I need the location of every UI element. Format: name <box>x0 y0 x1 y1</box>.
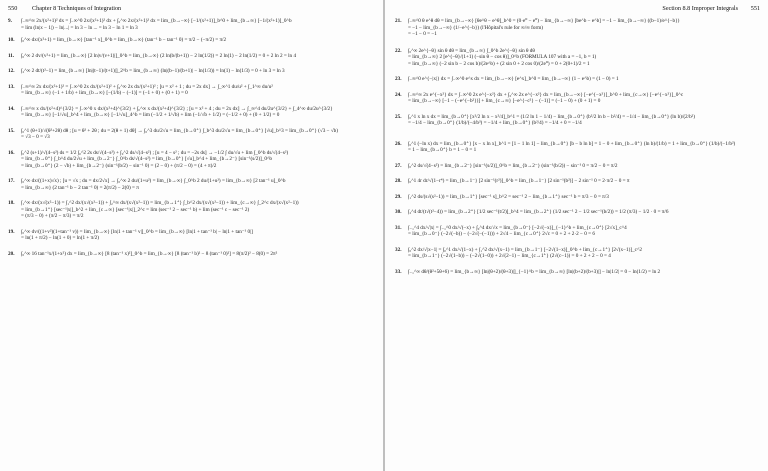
solution-number: 11. <box>8 52 15 59</box>
solution-number: 19. <box>8 228 15 235</box>
solution-item <box>395 48 760 68</box>
solution-number: 32. <box>395 246 402 253</box>
solution-body <box>408 163 760 170</box>
solution-body <box>408 225 760 238</box>
solution-number: 23. <box>395 76 402 82</box>
solution-line: = lim (ln|x − 1|) − ln|...| = ln 3 − ln ... = ln 3 − ln 1 = ln 3 <box>21 24 138 31</box>
solution-item <box>395 18 760 38</box>
solution-body <box>21 150 375 170</box>
solution-line: = lim_{b→1⁺} [sec⁻¹|x|]_b^2 + lim_{c→∞} [sec⁻¹|x|]_2^c = lim (sec⁻¹ 2 − sec⁻¹ b) + lim (sec⁻¹ c − sec⁻¹ 2) <box>21 206 250 213</box>
solution-body <box>21 128 375 141</box>
solution-body <box>21 178 375 191</box>
section-title: Section 8.8 Improper Integrals <box>662 5 738 12</box>
solution-item <box>8 251 375 258</box>
solution-line: ∫₀^∞ 2 dv/(v²+1) = lim_{b→∞} [2 ln|v/(v+1)|]_0^b = lim_{b→∞} (2 ln(b/(b+1)) − 2 ln(1/2)) = 2 ln(1) − 2 ln(1/2) = 0 + 2 ln 2 = ln 4 <box>21 52 297 59</box>
solution-number: 33. <box>395 268 402 275</box>
solution-item <box>8 37 375 44</box>
solution-line: ∫₁^2 ds/(s√(s²−1)) = lim_{b→1⁺} [sec⁻¹ s]_b^2 = sec⁻¹ 2 − lim_{b→1⁺} sec⁻¹ b = π/3 − 0 = π/3 <box>408 193 609 200</box>
solution-body <box>21 18 375 31</box>
solution-line: ∫₀^∞ dx/((1+x)√x) ; [u = √x ; du = dx/2√x] → ∫₀^∞ 2 du/(1+u²) = lim_{b→∞} ∫_0^b 2 du/(1+u²) = lim_{b→∞} [2 tan⁻¹ u]_0^b <box>21 178 286 184</box>
solution-line: ∫₋₁^4 dx/√|x| = ∫₋₁^0 dx/√(−x) + ∫₀^4 dx/√x = lim_{b→0⁻} [−2√(−x)]_{−1}^b + lim_{c→0⁺} [2√x]_c^4 <box>408 224 627 231</box>
solution-body <box>21 251 375 258</box>
solution-body <box>408 178 760 185</box>
solution-item <box>8 84 375 97</box>
solution-item <box>395 114 760 127</box>
solution-line: = ln(1 + π/2) − ln(1 + 0) = ln(1 + π/2) <box>21 235 99 241</box>
solution-body <box>21 106 375 119</box>
solution-line: ∫₀^∞ 16 tan⁻¹x/(1+x²) dx = lim_{b→∞} [8 (tan⁻¹ x)²]_0^b = lim_{b→∞} [8 (tan⁻¹ b)² − 8 (tan⁻¹ 0)²] = 8(π/2)² − 8(0) = 2π² <box>21 250 278 257</box>
solution-line: = lim_{b→∞} (2 tan⁻¹ b − 2 tan⁻¹ 0) = 2(π/2) − 2(0) = π <box>21 184 139 191</box>
solution-body <box>408 114 760 127</box>
chapter-title: Chapter 8 Techniques of Integration <box>32 5 122 12</box>
solution-item <box>395 92 760 105</box>
solution-line: ∫₁^∞ dx/(x√(x²−1)) = ∫₁^2 dx/(x√(x²−1)) + ∫₂^∞ dx/(x√(x²−1)) = lim_{b→1⁺} ∫_b^2 dx/(x√(x²−1)) + lim_{c→∞} ∫_2^c dx/(x√(x²−1)) <box>21 200 299 206</box>
solution-line: ∫₀^1 (−ln x) dx = lim_{b→0⁺} [x − x ln x]_b^1 = [1 − 1 ln 1] − lim_{b→0⁺} [b − b ln b] = 1 − 0 + lim_{b→0⁺} (ln b)/(1/b) = 1 + lim_{b→0⁺} (1/b)/(−1/b²) <box>408 140 736 147</box>
solution-item <box>8 150 375 170</box>
solution-number: 13. <box>8 83 15 90</box>
solution-line: = lim_{b→0⁺} ∫_b^4 du/2√u + lim_{b→2⁻} ∫_0^b ds/√(4−s²) = lim_{b→0⁺} [√u]_b^4 + lim_{b→2⁻} [sin⁻¹(s/2)]_0^b <box>21 156 273 162</box>
solution-line: = lim_{b→0⁺} (2 − √b) + lim_{b→2⁻} (sin⁻¹(b/2) − sin⁻¹ 0) = (2 − 0) + (π/2 − 0) = (4 + π)/2 <box>21 162 217 169</box>
solution-body <box>408 141 760 154</box>
solution-line: ∫₋∞^∞ 2x/(x²+1)² dx = ∫₋∞^0 2x/(x²+1)² dx + ∫₀^∞ 2x/(x²+1)² dx = lim_{b→−∞} [−1/(x²+1)]_b^0 + lim_{b→∞} [−1/(x²+1)]_0^b <box>21 18 292 24</box>
solution-number: 25. <box>395 113 402 120</box>
solution-item <box>8 200 375 220</box>
solution-item <box>395 247 760 260</box>
solution-item <box>8 229 375 242</box>
solution-body <box>408 247 760 260</box>
solution-item <box>395 225 760 238</box>
solution-number: 18. <box>8 200 15 206</box>
running-head <box>8 5 375 14</box>
solution-item <box>8 53 375 60</box>
solution-number: 10. <box>8 37 15 43</box>
solution-line: = lim_{b→∞} (−1 + 1/b) + lim_{b→∞} [−(1/b) − (−1)] = (−1 + 0) + (0 + 1) = 0 <box>21 90 188 96</box>
solution-line: ∫₀^1 4r dr/√(1−r⁴) = lim_{b→1⁻} [2 sin⁻¹(r²)]_0^b = lim_{b→1⁻} [2 sin⁻¹(b²)] − 2 sin⁻¹ 0 = 2·π/2 − 0 = π <box>408 178 630 184</box>
solution-list <box>8 18 375 257</box>
solution-item <box>8 178 375 191</box>
solution-line: = −1/4 − lim_{b→0⁺} (1/b)/(−4/b³) = −1/4 + lim_{b→0⁺} (b²/4) = −1/4 + 0 = −1/4 <box>408 120 582 126</box>
solution-body <box>21 84 375 97</box>
solution-item <box>8 128 375 141</box>
solution-line: ∫₀^1 x ln x dx = lim_{b→0⁺} [x²/2 ln x − x²/4]_b^1 = (1/2 ln 1 − 1/4) − lim_{b→0⁺} (b²/2 ln b − b²/4) = −1/4 − lim_{b→0⁺} (ln b)/(2/b²) <box>408 113 695 120</box>
solution-body <box>21 37 375 44</box>
solution-number: 12. <box>8 68 15 74</box>
solution-item <box>8 106 375 119</box>
solution-line: ∫₋∞^∞ 2x e^{−x²} dx = ∫₋∞^0 2x e^{−x²} dx + ∫₀^∞ 2x e^{−x²} dx = lim_{b→−∞} [−e^{−x²}]_b^0 + lim_{c→∞} [−e^{−x²}]_0^c <box>408 91 684 98</box>
solution-body <box>408 209 760 216</box>
solution-line: = −1 − 0 = −1 <box>408 31 437 37</box>
solution-line: = lim_{b→0⁻} (−2√(−b)) − (−2√(−(−1))) + 2√4 − lim_{c→0⁺} 2√c = 0 + 2 + 2·2 − 0 = 6 <box>408 231 595 237</box>
solution-number: 9. <box>8 18 12 24</box>
solution-line: = 1 − lim_{b→0⁺} b = 1 − 0 = 1 <box>408 147 477 153</box>
solution-line: ∫₀^2 ds/√(4−s²) = lim_{b→2⁻} [sin⁻¹(s/2)]_0^b = lim_{b→2⁻} (sin⁻¹(b/2)) − sin⁻¹ 0 = π/2 − 0 = π/2 <box>408 162 618 169</box>
solution-item <box>8 68 375 75</box>
solution-number: 30. <box>395 209 402 215</box>
solution-line: ∫₂^∞ 2 dt/(t²−1) = lim_{b→∞} [ln|(t−1)/(t+1)|]_2^b = lim_{b→∞} (ln|(b−1)/(b+1)| − ln(1/3)) = ln(1) − ln(1/3) = 0 + ln 3 = ln 3 <box>21 68 285 74</box>
solution-body <box>408 92 760 105</box>
solution-body <box>21 53 375 60</box>
solution-body <box>21 229 375 242</box>
solution-line: = −1 − lim_{b→−∞} (1/−e^{−b}) (l'Hôpital's rule for ∞/∞ form) <box>408 24 543 31</box>
solution-number: 20. <box>8 250 15 257</box>
solution-number: 26. <box>395 140 402 147</box>
solution-item <box>8 18 375 31</box>
solution-line: = lim_{b→−∞} [−1 − (−e^{−b²})] + lim_{c→∞} [−e^{−c²} − (−1)] = (−1 − 0) + (0 + 1) = 0 <box>408 98 601 104</box>
page-number: 551 <box>750 5 760 12</box>
solution-list <box>395 18 760 275</box>
solution-body <box>408 76 760 83</box>
solution-line: ∫₀^1 (θ+1)/√(θ²+2θ) dθ ; [u = θ² + 2θ ; du = 2(θ + 1) dθ] → ∫₀^3 du/2√u = lim_{b→0⁺} ∫_b^3 du/2√u = lim_{b→0⁺} [√u]_b^3 = lim_{b→0⁺} (√3 − √b) <box>21 127 339 134</box>
running-head <box>395 5 760 14</box>
solution-item <box>395 209 760 216</box>
solution-body <box>408 269 760 276</box>
solution-body <box>21 200 375 220</box>
solution-item <box>395 76 760 83</box>
solution-item <box>395 178 760 185</box>
page-number: 550 <box>8 5 18 12</box>
solution-item <box>395 269 760 276</box>
solution-line: ∫₂^4 dt/(t√(t²−4)) = lim_{b→2⁺} [1/2 sec⁻¹(t/2)]_b^4 = lim_{b→2⁺} (1/2 sec⁻¹ 2 − 1/2 sec⁻¹(b/2)) = 1/2 (π/3) − 1/2 · 0 = π/6 <box>408 209 669 215</box>
solution-line: ∫₋∞^∞ x dx/(x²+4)^{3/2} = ∫₋∞^0 x dx/(x²+4)^{3/2} + ∫₀^∞ x dx/(x²+4)^{3/2} ; [u = x² + 4 ; du = 2x dx] → ∫_∞^4 du/2u^{3/2} + ∫_4^∞ du/2u^{3/2} <box>21 105 333 112</box>
solution-line: = √3 − 0 = √3 <box>21 134 50 140</box>
solution-line: = (π/3 − 0) + (π/2 − π/3) = π/2 <box>21 213 84 219</box>
solution-line: ∫₀^2 (s+1)/√(4−s²) ds = 1/2 ∫₀^2 2s ds/√(4−s²) + ∫₀^2 ds/√(4−s²) ; [u = 4 − s² ; du = −2s ds] → −1/2 ∫ du/√u + lim ∫_0^b ds/√(4−s²) <box>21 149 289 156</box>
solution-line: = lim_{b→∞} [−1/√u]_b^4 + lim_{b→∞} [−1/√u]_4^b = lim (−1/2 + 1/√b) + lim (−1/√b + 1/2) = (−1/2 + 0) + (0 + 1/2) = 0 <box>21 112 280 118</box>
solution-number: 16. <box>8 149 15 156</box>
solution-number: 24. <box>395 91 402 98</box>
solution-line: ∫₋₁^∞ dθ/(θ²+5θ+6) = lim_{b→∞} [ln|(θ+2)/(θ+3)|]_{−1}^b = lim_{b→∞} [ln|(b+2)/(b+3)|] − ln|1/2| = 0 − ln(1/2) = ln 2 <box>408 268 661 275</box>
solution-line: = lim_{b→1⁻} (−2√(1−b)) − (−2√(1−0)) + 2√(2−1) − lim_{c→1⁺} (2√(c−1)) = 0 + 2 + 2 − 0 = 4 <box>408 253 611 259</box>
solution-number: 14. <box>8 105 15 112</box>
solution-line: ∫₀^∞ 2e^{−θ} sin θ dθ = lim_{b→∞} ∫_0^b 2e^{−θ} sin θ dθ <box>408 47 535 54</box>
solution-number: 22. <box>395 47 402 54</box>
solution-body <box>408 194 760 201</box>
solution-number: 31. <box>395 224 402 231</box>
solution-number: 17. <box>8 178 15 184</box>
solution-number: 29. <box>395 193 402 200</box>
solution-number: 28. <box>395 178 402 184</box>
solution-line: ∫₋∞^0 e^{−|x|} dx = ∫₋∞^0 e^x dx = lim_{b→−∞} [e^x]_b^0 = lim_{b→−∞} (1 − e^b) = (1 − 0) = 1 <box>408 76 619 82</box>
solution-item <box>395 141 760 154</box>
left-page <box>0 0 383 471</box>
solution-line: = lim_{b→∞} 2 [e^{−θ}/(1+1) (−sin θ − cos θ)]_0^b (FORMULA 107 with a = −1, b = 1) <box>408 54 597 60</box>
solution-line: ∫₀^∞ dv/((1+v²)(1+tan⁻¹ v)) = lim_{b→∞} [ln|1 + tan⁻¹ v|]_0^b = lim_{b→∞} [ln|1 + tan⁻¹ b| − ln|1 + tan⁻¹ 0|] <box>21 228 253 235</box>
solution-line: ∫₀^∞ dx/(x²+1) = lim_{b→∞} [tan⁻¹ x]_0^b = lim_{b→∞} (tan⁻¹ b − tan⁻¹ 0) = π/2 − (−π/2) = π/2 <box>21 37 227 43</box>
solution-number: 15. <box>8 127 15 134</box>
solution-body <box>21 68 375 75</box>
solution-line: ∫₋∞^0 θ e^θ dθ = lim_{b→−∞} [θe^θ − e^θ]_b^0 = (0·e⁰ − e⁰) − lim_{b→−∞} [be^b − e^b] = −1 − lim_{b→−∞} ((b−1)/e^{−b}) <box>408 18 680 24</box>
solution-line: ∫₋∞^∞ 2x dx/(x²+1)² = ∫₋∞^0 2x dx/(x²+1)² + ∫₀^∞ 2x dx/(x²+1)² ; [u = x² + 1 ; du = 2x dx] → ∫_∞^1 du/u² + ∫_1^∞ du/u² <box>21 83 273 90</box>
solution-number: 21. <box>395 18 402 24</box>
solution-number: 27. <box>395 162 402 169</box>
solution-line: = lim_{b→∞} (−2 sin b − 2 cos b)/(2e^b) + (2 sin 0 + 2 cos 0)/(2e⁰) = 0 + 2(0+1)/2 = 1 <box>408 60 590 67</box>
solution-item <box>395 163 760 170</box>
solution-body <box>408 48 760 68</box>
right-page <box>385 0 768 471</box>
solution-item <box>395 194 760 201</box>
solution-line: ∫₀^2 dx/√|x−1| = ∫₀^1 dx/√(1−x) + ∫₁^2 dx/√(x−1) = lim_{b→1⁻} [−2√(1−x)]_0^b + lim_{c→1⁺} [2√(x−1)]_c^2 <box>408 246 642 253</box>
solution-body <box>408 18 760 38</box>
